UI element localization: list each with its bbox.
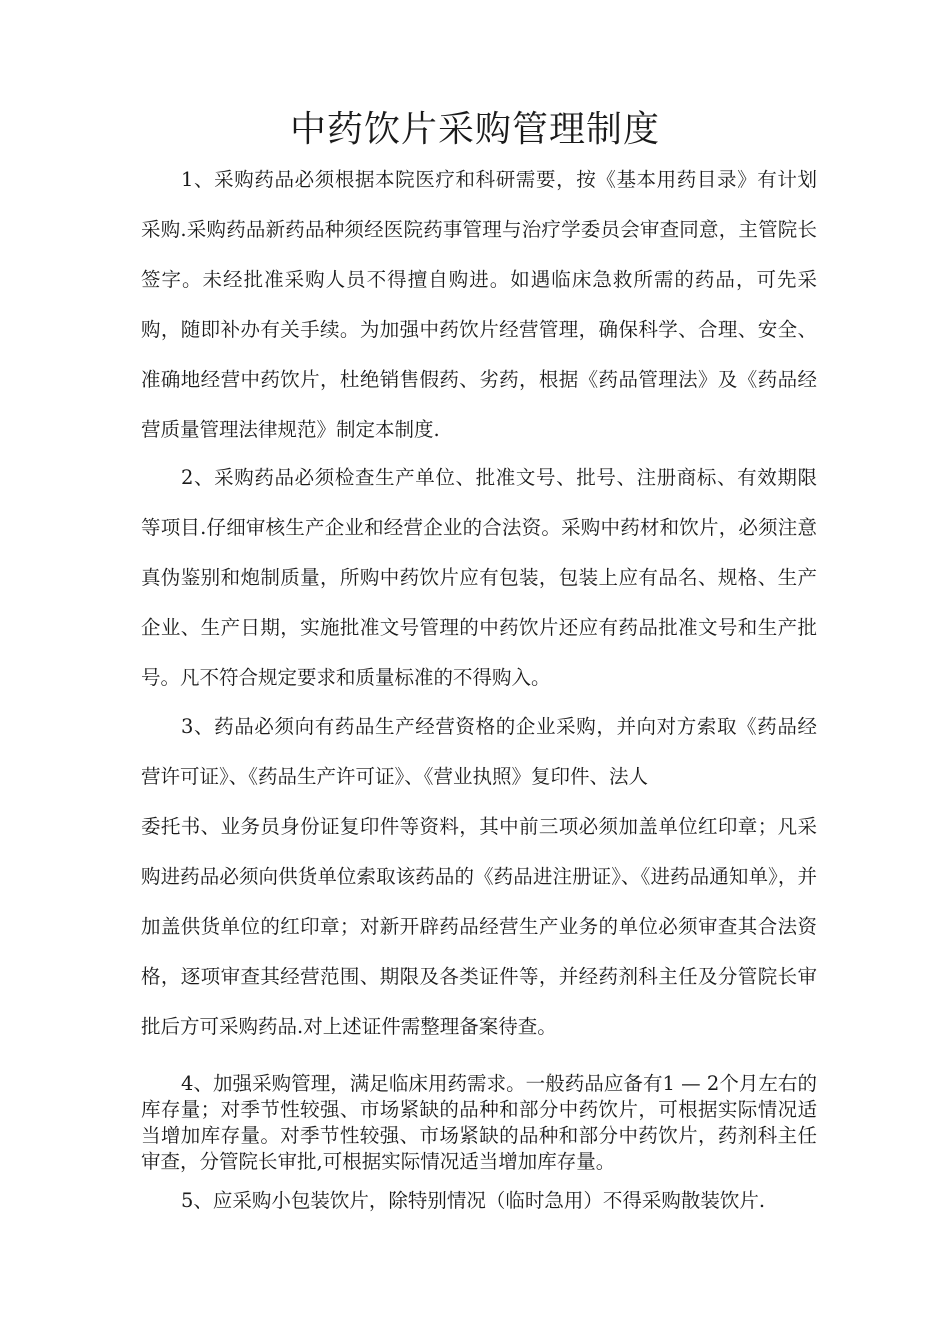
paragraph-5: 5、应采购小包装饮片，除特别情况（临时急用）不得采购散装饮片. [181, 1189, 766, 1212]
paragraph-1: 1、采购药品必须根据本院医疗和科研需要，按《基本用药目录》有计划采购.采购药品新药品种须经医院药事管理与治疗学委员会审查同意，主管院长签字。未经批准采购人员不得擅自购进。如遇临床急救所需的药品，可先采购，随即补办有关手续。为加强中药饮片经营管理，确保科学、合理、安全、准确地经营中药饮片，杜绝销售假药、劣药，根据《药品管理法》及《药品经营质量管理法律规范》制定本制度. [141, 168, 817, 441]
paragraph-3-part-b: 委托书、业务员身份证复印件等资料，其中前三项必须加盖单位红印章；凡采购进药品必须向供货单位索取该药品的《药品进注册证》、《进药品通知单》，并加盖供货单位的红印章；对新开辟药品经营生产业务的单位必须审查其合法资格，逐项审查其经营范围、期限及各类证件等，并经药剂科主任及分管院长审批后方可采购药品.对上述证件需整理备案待查。 [141, 815, 817, 1038]
paragraph-3 [141, 702, 817, 1052]
paragraph-4: 4、加强采购管理，满足临床用药需求。一般药品应备有1 — 2个月左右的库存量；对季节性较强、市场紧缺的品种和部分中药饮片，可根据实际情况适当增加库存量。对季节性较强、市场紧缺的品种和部分中药饮片，药剂科主任审查，分管院长审批,可根据实际情况适当增加库存量。 [141, 1072, 817, 1173]
document-title: 中药饮片采购管理制度 [289, 109, 660, 150]
paragraph-3-part-a: 3、药品必须向有药品生产经营资格的企业采购，并向对方索取《药品经营许可证》、《药品生产许可证》、《营业执照》复印件、法人 [141, 715, 817, 788]
paragraph-2: 2、采购药品必须检查生产单位、批准文号、批号、注册商标、有效期限等项目.仔细审核生产企业和经营企业的合法资。采购中药材和饮片，必须注意真伪鉴别和炮制质量，所购中药饮片应有包装，包装上应有品名、规格、生产企业、生产日期，实施批准文号管理的中药饮片还应有药品批准文号和生产批号。凡不符合规定要求和质量标准的不得购入。 [141, 466, 817, 689]
